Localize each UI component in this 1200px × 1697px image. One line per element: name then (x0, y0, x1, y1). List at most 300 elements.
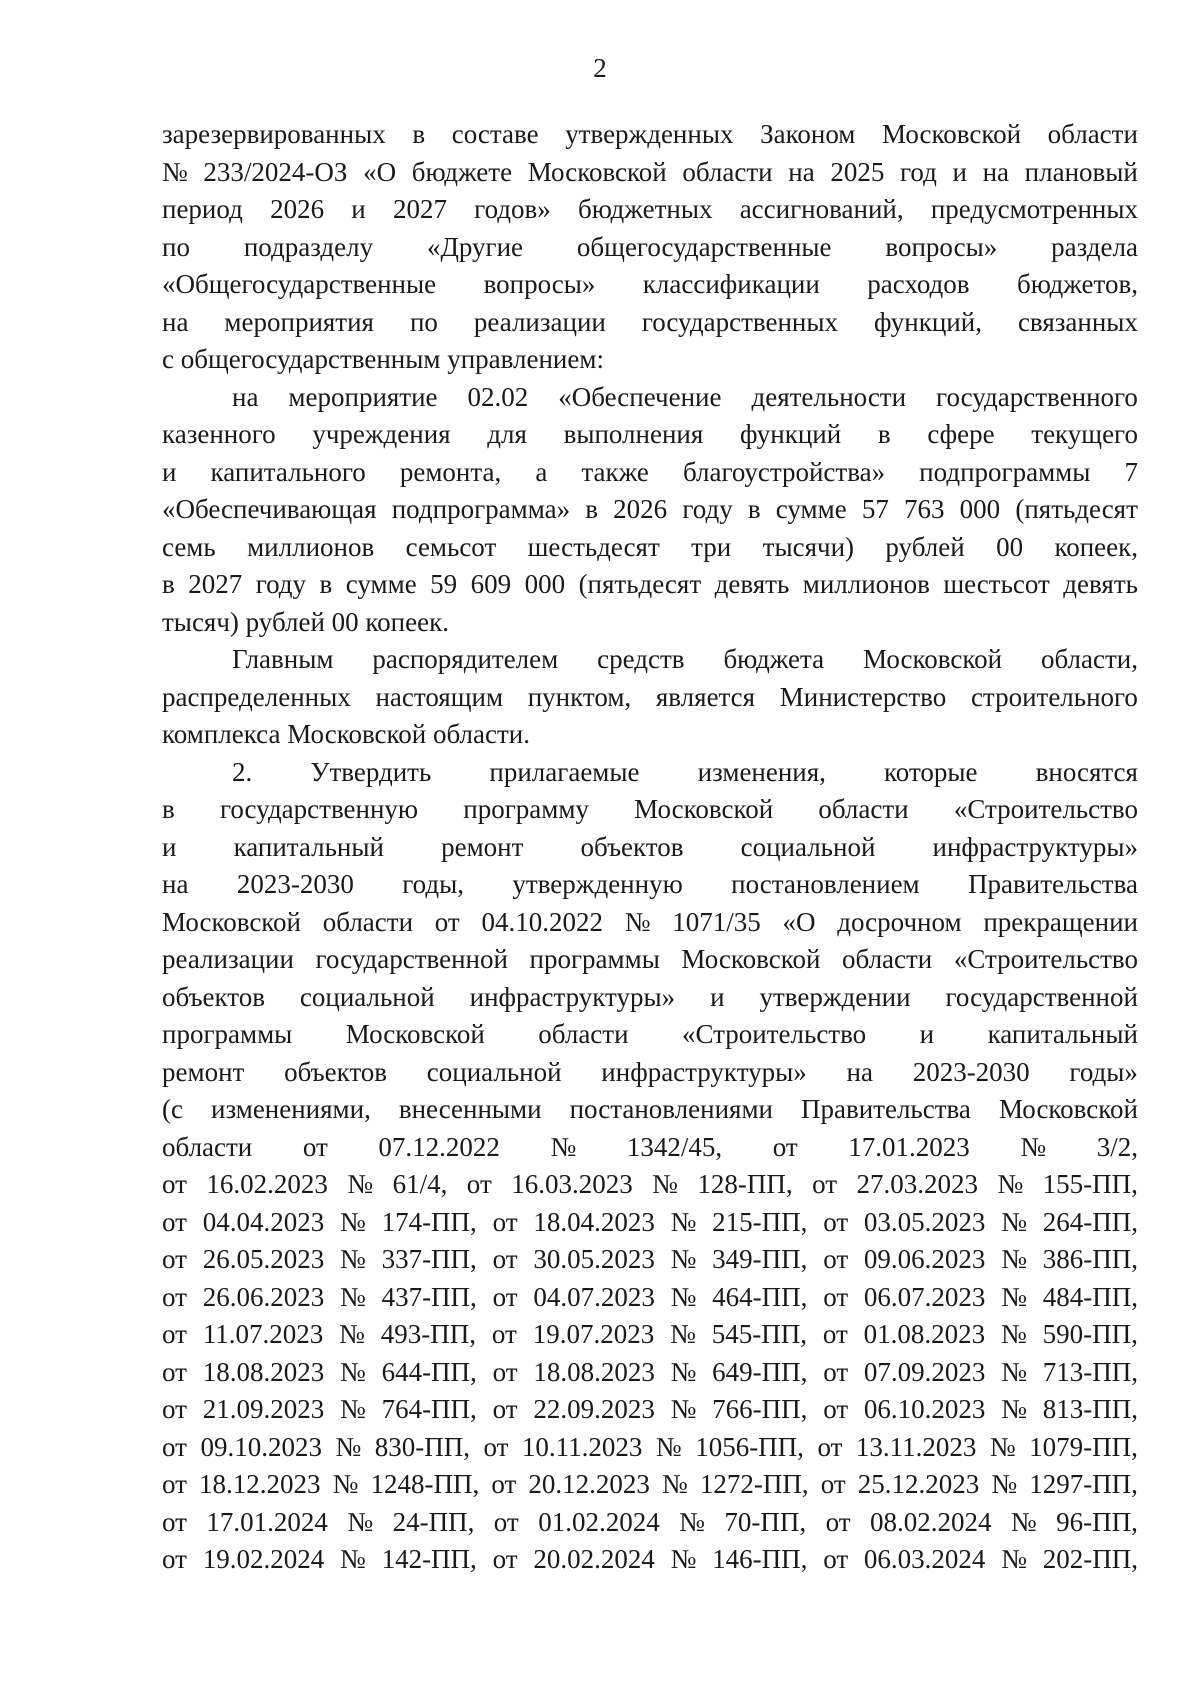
word: миллионов (802, 569, 930, 599)
word: 18.08.2023 (533, 1356, 655, 1387)
word: годы, (402, 869, 465, 899)
word: классификации (642, 269, 820, 299)
word: государственных (641, 306, 838, 337)
word: 000 (959, 494, 1001, 524)
word: от (823, 1356, 849, 1387)
word: постановлениями (569, 1094, 773, 1124)
text-line: с общегосударственным управлением: (162, 344, 604, 374)
word: от (812, 1169, 838, 1199)
word: 59 (430, 569, 458, 599)
text-line (162, 1091, 1138, 1129)
text-line (162, 941, 1138, 979)
word: № (989, 1431, 1016, 1462)
word: объектов (162, 981, 265, 1012)
word: № (340, 1394, 366, 1424)
word: по (409, 306, 438, 337)
word: 2. (232, 756, 253, 787)
word: строительного (970, 681, 1138, 712)
word: Московской (681, 944, 821, 974)
word: № (670, 1281, 697, 1312)
word: 609 (470, 569, 512, 599)
word: № (661, 1469, 688, 1499)
word: № (162, 156, 188, 187)
word: области, (1040, 644, 1138, 674)
text-line (162, 1391, 1138, 1429)
word: от (162, 1319, 187, 1349)
word: от (817, 1431, 843, 1462)
word: 01.02.2024 (538, 1506, 660, 1537)
word: 2027 (188, 569, 243, 599)
word: № (670, 1544, 697, 1574)
word: и (952, 156, 967, 187)
word: от (492, 1356, 518, 1387)
word: году (682, 494, 733, 524)
word: 764-ПП, (381, 1394, 477, 1424)
word: 1071/35 (672, 906, 761, 937)
text-line (162, 1354, 1138, 1392)
word: годы» (1069, 1056, 1138, 1087)
word: Московской (863, 644, 1003, 674)
text-line (162, 1466, 1138, 1504)
word: от (491, 1319, 517, 1349)
word: на (162, 869, 189, 899)
word: 03.05.2023 (863, 1206, 986, 1237)
word: капитальный (987, 1019, 1138, 1049)
word: постановлением (731, 869, 920, 899)
word: Утвердить (310, 756, 432, 787)
word: № (1001, 1544, 1027, 1574)
word: утверждении (759, 981, 911, 1012)
word: ремонта, (399, 456, 502, 487)
word: 57 (861, 494, 889, 524)
word: в (162, 569, 175, 599)
word: три (691, 531, 732, 562)
word: от (492, 1281, 518, 1312)
word: в (877, 419, 891, 449)
text-line (162, 491, 1138, 529)
word: № (991, 1469, 1018, 1499)
word: от (162, 1169, 187, 1199)
text-line (162, 1241, 1138, 1279)
word: 09.10.2023 (200, 1431, 322, 1462)
word: государственного (936, 381, 1138, 412)
word: области (1047, 119, 1138, 149)
text-line (162, 416, 1138, 454)
word: «Общегосударственные (162, 269, 437, 299)
word: Московской (634, 794, 774, 824)
text-line (162, 1054, 1138, 1092)
word: 437-ПП, (381, 1281, 477, 1312)
word: 96-ПП, (1056, 1506, 1138, 1537)
word: 06.07.2023 (863, 1281, 986, 1312)
word: 17.01.2024 (206, 1506, 328, 1537)
word: 1056-ПП, (695, 1431, 804, 1462)
word: области (818, 794, 909, 824)
word: «Другие (426, 231, 524, 262)
word: № (1001, 1244, 1027, 1274)
word: от (162, 1544, 187, 1574)
word: реализации (162, 944, 294, 974)
word: семьсот (405, 531, 497, 562)
word: вносятся (1035, 756, 1138, 787)
word: 19.07.2023 (532, 1319, 655, 1349)
word: № (1001, 1281, 1027, 1312)
word: деятельности (751, 381, 907, 412)
word: 07.12.2022 (378, 1131, 500, 1162)
word: Главным (232, 644, 334, 674)
word: 10.11.2023 (521, 1431, 643, 1462)
word: 21.09.2023 (202, 1394, 325, 1424)
word: от (302, 1131, 328, 1162)
word: капитальный (233, 831, 384, 862)
word: период (162, 194, 243, 224)
word: № (655, 1431, 682, 1462)
text-line (162, 1504, 1138, 1542)
word: программы (162, 1019, 293, 1049)
word: распределенных (162, 681, 351, 712)
word: шестьдесят (527, 531, 660, 562)
word: государственную (219, 794, 419, 824)
word: 04.04.2023 (202, 1206, 325, 1237)
word: 7 (1124, 456, 1138, 487)
word: от (483, 1431, 509, 1462)
word: вопросы» (483, 269, 596, 299)
text-line (162, 379, 1138, 417)
word: в (747, 494, 761, 524)
word: капитального (210, 456, 366, 487)
word: программу (463, 794, 589, 824)
word: в (162, 794, 175, 824)
word: также (581, 456, 649, 487)
word: общегосударственные (576, 231, 832, 262)
word: 1079-ПП, (1029, 1431, 1138, 1462)
word: утвержденных (565, 119, 734, 149)
word: учреждения (312, 419, 451, 449)
text-line: тысяч) рублей 00 копеек. (162, 606, 449, 637)
text-line (162, 1279, 1138, 1317)
text-line (162, 1204, 1138, 1242)
text-line (162, 454, 1138, 492)
word: пунктом, (527, 681, 632, 712)
word: 142-ПП, (381, 1544, 477, 1574)
text-line (162, 754, 1138, 792)
page-number: 2 (593, 53, 607, 83)
word: от (162, 1469, 187, 1499)
word: бюджетов, (1016, 269, 1138, 299)
word: 70-ПП, (724, 1506, 807, 1537)
word: социальной (740, 831, 876, 862)
word: № (339, 1319, 365, 1349)
word: и (710, 981, 725, 1012)
word: девять (714, 569, 790, 599)
word: № (1001, 1206, 1027, 1237)
word: мероприятие (288, 381, 438, 412)
word: от (492, 1206, 518, 1237)
word: для (487, 419, 527, 449)
text-line (162, 904, 1138, 942)
word: 26.05.2023 (202, 1244, 325, 1274)
word: 18.08.2023 (202, 1356, 325, 1387)
word: благоустройства» (682, 456, 886, 487)
word: от (492, 1244, 518, 1274)
word: тысячи) (762, 531, 855, 562)
word: является (655, 681, 756, 712)
word: 01.08.2023 (863, 1319, 986, 1349)
word: 18.12.2023 (199, 1469, 321, 1499)
word: 16.02.2023 (206, 1169, 328, 1199)
word: от (162, 1281, 187, 1312)
word: внесенными (398, 1094, 542, 1124)
word: 2026 (613, 494, 668, 524)
word: 155-ПП, (1042, 1169, 1138, 1199)
text-line (162, 866, 1138, 904)
word: и (162, 831, 177, 862)
word: выполнения (563, 419, 704, 449)
word: от (493, 1506, 519, 1537)
word: 233/2024-ОЗ (203, 156, 348, 187)
word: Московской (527, 156, 667, 187)
word: настоящим (375, 681, 504, 712)
text-line: комплекса Московской области. (162, 719, 530, 749)
word: 2025 (830, 156, 885, 187)
word: 337-ПП, (381, 1244, 477, 1274)
word: подпрограмма» (391, 494, 571, 524)
word: 1342/45, (626, 1131, 723, 1162)
word: «О (782, 906, 816, 937)
word: в (585, 494, 599, 524)
word: 18.04.2023 (533, 1206, 655, 1237)
word: от (825, 1506, 851, 1537)
word: 146-ПП, (712, 1544, 808, 1574)
word: миллионов (247, 531, 375, 562)
word: 2026 (270, 194, 325, 224)
word: № (679, 1506, 705, 1537)
word: рублей (885, 531, 965, 562)
word: подпрограммы (919, 456, 1091, 487)
word: 386-ПП, (1042, 1244, 1138, 1274)
word: области (842, 944, 933, 974)
word: 1248-ПП, (370, 1469, 480, 1499)
word: (с (162, 1094, 183, 1124)
word: и (351, 194, 366, 224)
word: № (624, 906, 651, 937)
text-line (162, 1541, 1138, 1579)
word: раздела (1051, 231, 1138, 262)
word: предусмотренных (930, 194, 1138, 224)
word: 545-ПП, (711, 1319, 807, 1349)
word: 20.12.2023 (528, 1469, 650, 1499)
text-line (162, 266, 1138, 304)
word: Министерство (779, 681, 947, 712)
word: № (347, 1506, 374, 1537)
word: сумме (345, 569, 417, 599)
word: «Строительство (953, 944, 1138, 974)
word: № (340, 1544, 366, 1574)
word: № (670, 1206, 697, 1237)
word: 2023-2030 (236, 869, 354, 899)
word: ремонт (441, 831, 524, 862)
word: государственной (315, 944, 508, 974)
word: копеек, (1054, 531, 1138, 562)
word: в (319, 569, 333, 599)
word: (пятьдесят (578, 569, 702, 599)
word: «О (363, 156, 397, 187)
word: области (538, 1019, 629, 1049)
word: 649-ПП, (712, 1356, 808, 1387)
word: 04.07.2023 (533, 1281, 655, 1312)
word: государственной (945, 981, 1138, 1012)
word: № (1000, 1319, 1027, 1349)
word: социальной (299, 981, 435, 1012)
text-line (162, 529, 1138, 567)
word: 02.02 (467, 381, 529, 412)
word: Законом (760, 119, 856, 149)
text-line (162, 1129, 1138, 1167)
word: «Обеспечивающая (162, 494, 377, 524)
word: № (332, 1469, 359, 1499)
word: № (1001, 1356, 1027, 1387)
word: 493-ПП, (380, 1319, 477, 1349)
word: от (823, 1206, 849, 1237)
word: бюджетных (578, 194, 713, 224)
word: 22.09.2023 (533, 1394, 655, 1424)
word: от (466, 1169, 492, 1199)
word: 06.03.2024 (863, 1544, 986, 1574)
word: № (550, 1131, 577, 1162)
word: 644-ПП, (381, 1356, 477, 1387)
word: составе (451, 119, 539, 149)
word: 830-ПП, (374, 1431, 470, 1462)
word: объектов (284, 1056, 388, 1087)
word: 06.10.2023 (863, 1394, 986, 1424)
word: зарезервированных (162, 119, 386, 149)
word: № (347, 1169, 374, 1199)
word: 590-ПП, (1042, 1319, 1138, 1349)
text-line (162, 1166, 1138, 1204)
text-line (162, 154, 1138, 192)
word: мероприятия (224, 306, 374, 337)
word: ассигнований, (739, 194, 904, 224)
word: 00 (996, 531, 1024, 562)
word: шестьсот (943, 569, 1050, 599)
word: подразделу (243, 231, 374, 262)
word: от (162, 1394, 187, 1424)
text-line (162, 1429, 1138, 1467)
word: 04.10.2022 (481, 906, 603, 937)
word: 20.02.2024 (533, 1544, 655, 1574)
word: 484-ПП, (1042, 1281, 1138, 1312)
word: девять (1063, 569, 1138, 599)
word: социальной (426, 1056, 562, 1087)
word: по (162, 231, 190, 262)
text-line (162, 566, 1138, 604)
word: области (162, 1131, 253, 1162)
word: реализации (473, 306, 606, 337)
word: Московской (162, 906, 302, 937)
word: досрочном (837, 906, 962, 937)
word: от (162, 1206, 187, 1237)
word: от (162, 1356, 187, 1387)
word: ремонт (162, 1056, 245, 1087)
word: «Строительство (682, 1019, 867, 1049)
word: 16.03.2023 (511, 1169, 633, 1199)
text-line (162, 229, 1138, 267)
word: 813-ПП, (1042, 1394, 1138, 1424)
word: и (162, 456, 177, 487)
word: от (492, 1544, 518, 1574)
word: от (162, 1506, 187, 1537)
word: от (823, 1281, 849, 1312)
word: изменениями, (211, 1094, 371, 1124)
word: сумме (775, 494, 847, 524)
word: в (412, 119, 426, 149)
text-line (162, 829, 1138, 867)
word: 349-ПП, (712, 1244, 808, 1274)
text-line (162, 1316, 1138, 1354)
word: от (822, 1319, 848, 1349)
word: инфраструктуры» (469, 981, 676, 1012)
word: (пятьдесят (1015, 494, 1138, 524)
word: № (1010, 1506, 1037, 1537)
word: Московской (998, 1094, 1138, 1124)
word: 2023-2030 (912, 1056, 1030, 1087)
word: № (997, 1169, 1024, 1199)
word: № (1001, 1394, 1027, 1424)
word: году (255, 569, 307, 599)
word: 1272-ПП, (699, 1469, 809, 1499)
word: Московской (345, 1019, 485, 1049)
word: области (322, 906, 414, 937)
word: плановый (1024, 156, 1138, 187)
word: 202-ПП, (1042, 1544, 1138, 1574)
word: 3/2, (1096, 1131, 1138, 1162)
word: № (340, 1281, 366, 1312)
word: прилагаемые (489, 756, 640, 787)
word: на (982, 156, 1010, 187)
word: Правительства (801, 1094, 971, 1124)
word: 766-ПП, (712, 1394, 808, 1424)
word: 61/4, (392, 1169, 448, 1199)
word: средств (597, 644, 685, 674)
word: 000 (524, 569, 566, 599)
word: 1297-ПП, (1029, 1469, 1138, 1499)
text-line (162, 979, 1138, 1017)
text-line (162, 791, 1138, 829)
word: 128-ПП, (697, 1169, 793, 1199)
word: от (491, 1469, 517, 1499)
word: связанных (1017, 306, 1138, 337)
word: 763 (904, 494, 945, 524)
word: 26.06.2023 (202, 1281, 325, 1312)
text-line (162, 191, 1138, 229)
word: а (535, 456, 548, 487)
word: «Обеспечение (558, 381, 722, 412)
word: которые (884, 756, 978, 787)
word: области (682, 156, 773, 187)
word: 30.05.2023 (533, 1244, 655, 1274)
word: Московской (882, 119, 1022, 149)
text-line (162, 1016, 1138, 1054)
word: от (823, 1394, 849, 1424)
word: распорядителем (372, 644, 559, 674)
text-line (162, 116, 1138, 154)
word: на (162, 306, 189, 337)
word: семь (162, 531, 216, 562)
word: бюджете (411, 156, 513, 187)
word: № (670, 1319, 696, 1349)
word: № (340, 1356, 366, 1387)
word: 2027 (392, 194, 447, 224)
